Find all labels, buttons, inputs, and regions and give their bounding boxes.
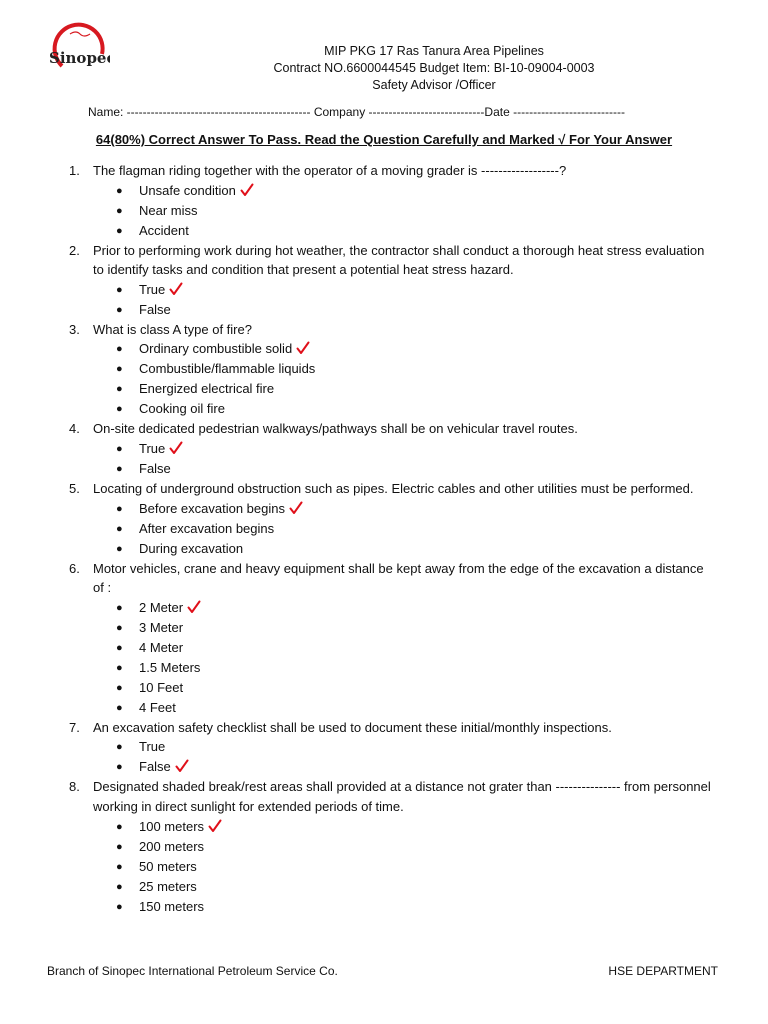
answer-option — [0, 459, 768, 479]
answer-option — [0, 857, 768, 877]
answer-option — [0, 638, 768, 658]
checkmark-icon — [175, 759, 189, 773]
answer-option-text: 25 meters — [139, 878, 197, 894]
header-contract: Contract NO.6600044545 Budget Item: BI-10-09004-0003 — [273, 61, 595, 75]
question-number: 3. — [69, 321, 80, 337]
answer-option — [0, 181, 768, 201]
question-4 — [0, 419, 768, 439]
question-3 — [0, 320, 768, 340]
bullet-icon: ● — [116, 363, 123, 376]
bullet-icon: ● — [116, 820, 123, 833]
answer-option — [0, 897, 768, 917]
answer-option-text: 100 meters — [139, 818, 205, 834]
bullet-icon: ● — [116, 542, 123, 555]
checkmark-icon — [289, 501, 303, 515]
question-number: 8. — [69, 779, 80, 795]
answer-option-text: True — [139, 440, 166, 456]
answer-option — [0, 678, 768, 698]
answer-option-text: 4 Feet — [139, 699, 176, 715]
answer-option — [0, 877, 768, 897]
answer-option-text: During excavation — [139, 540, 244, 556]
bullet-icon: ● — [116, 681, 123, 694]
answer-option — [0, 817, 768, 837]
bullet-icon: ● — [116, 522, 123, 535]
answer-option — [0, 201, 768, 221]
bullet-icon: ● — [116, 403, 123, 416]
question-number: 6. — [69, 560, 80, 576]
bullet-icon: ● — [116, 741, 123, 754]
answer-option-text: 150 meters — [139, 898, 205, 914]
checkmark-icon — [169, 441, 183, 455]
answer-option-text: False — [139, 460, 171, 476]
checkmark-icon — [208, 819, 222, 833]
answer-option — [0, 837, 768, 857]
question-5 — [0, 479, 768, 499]
bullet-icon: ● — [116, 641, 123, 654]
answer-option — [0, 618, 768, 638]
answer-option — [0, 519, 768, 539]
question-number: 5. — [69, 480, 80, 496]
answer-option-text: True — [139, 281, 166, 297]
name-company-date-line: Name: ---------------------------------------------- Company -----------------------------Date ---------------------------- — [88, 105, 625, 119]
answer-option — [0, 221, 768, 241]
answer-option — [0, 300, 768, 320]
pass-instruction: 64(80%) Correct Answer To Pass. Read the Question Carefully and Marked √ For Your Answer — [95, 132, 673, 147]
question-2 — [0, 241, 768, 280]
answer-option-text: Near miss — [139, 202, 198, 218]
bullet-icon: ● — [116, 502, 123, 515]
question-text: What is class A type of fire? — [93, 321, 252, 337]
svg-text:Sinopec: Sinopec — [49, 49, 110, 67]
question-list — [0, 161, 768, 917]
answer-option — [0, 499, 768, 519]
header-project: MIP PKG 17 Ras Tanura Area Pipelines — [324, 44, 544, 58]
answer-option-text: 200 meters — [139, 838, 205, 854]
bullet-icon: ● — [116, 661, 123, 674]
bullet-icon: ● — [116, 621, 123, 634]
bullet-icon: ● — [116, 840, 123, 853]
answer-option — [0, 339, 768, 359]
question-number: 7. — [69, 719, 80, 735]
answer-option — [0, 379, 768, 399]
answer-option-text: Combustible/flammable liquids — [139, 361, 316, 377]
footer-company: Branch of Sinopec International Petroleum Service Co. — [47, 964, 338, 978]
bullet-icon: ● — [116, 900, 123, 913]
answer-option — [0, 698, 768, 718]
bullet-icon: ● — [116, 880, 123, 893]
answer-option — [0, 539, 768, 559]
answer-option-text: 1.5 Meters — [139, 659, 201, 675]
answer-option — [0, 359, 768, 379]
question-7 — [0, 718, 768, 738]
answer-option-text: Before excavation begins — [139, 500, 285, 516]
question-text: An excavation safety checklist shall be used to document these initial/monthly inspections. — [93, 719, 612, 735]
question-text: Designated shaded break/rest areas shall provided at a distance not grater than --------------- from personnel working in direct sunlight for extended periods of time. — [93, 779, 711, 814]
bullet-icon: ● — [116, 761, 123, 774]
answer-option — [0, 598, 768, 618]
question-number: 4. — [69, 421, 80, 437]
answer-option-text: After excavation begins — [139, 520, 275, 536]
answer-option-text: 10 Feet — [139, 679, 184, 695]
answer-option-text: False — [139, 301, 171, 317]
question-6 — [0, 559, 768, 598]
answer-option-text: Unsafe condition — [139, 182, 236, 198]
sinopec-logo — [44, 20, 110, 72]
question-1 — [0, 161, 768, 181]
answer-option-text: 4 Meter — [139, 639, 184, 655]
answer-option-text: False — [139, 759, 171, 775]
question-8 — [0, 777, 768, 816]
bullet-icon: ● — [116, 442, 123, 455]
bullet-icon: ● — [116, 462, 123, 475]
answer-option-text: Accident — [139, 222, 189, 238]
answer-option-text: 3 Meter — [139, 619, 184, 635]
answer-option — [0, 399, 768, 419]
answer-option-text: 50 meters — [139, 858, 197, 874]
question-text: Locating of underground obstruction such as pipes. Electric cables and other utilities must be performed. — [93, 480, 694, 496]
checkmark-icon — [169, 282, 183, 296]
bullet-icon: ● — [116, 701, 123, 714]
answer-option — [0, 737, 768, 757]
header-role: Safety Advisor /Officer — [372, 78, 496, 92]
bullet-icon: ● — [116, 343, 123, 356]
answer-option-text: Energized electrical fire — [139, 381, 275, 397]
bullet-icon: ● — [116, 860, 123, 873]
bullet-icon: ● — [116, 204, 123, 217]
question-number: 2. — [69, 242, 80, 258]
answer-option-text: Cooking oil fire — [139, 401, 225, 417]
answer-option-text: 2 Meter — [139, 599, 184, 615]
bullet-icon: ● — [116, 383, 123, 396]
bullet-icon: ● — [116, 283, 123, 296]
question-text: Motor vehicles, crane and heavy equipment shall be kept away from the edge of the excavation a distance of : — [93, 560, 704, 596]
answer-option — [0, 757, 768, 777]
checkmark-icon — [240, 183, 254, 197]
bullet-icon: ● — [116, 184, 123, 197]
bullet-icon: ● — [116, 224, 123, 237]
question-number: 1. — [69, 163, 80, 178]
answer-option — [0, 439, 768, 459]
footer-department: HSE DEPARTMENT — [608, 964, 718, 978]
answer-option — [0, 280, 768, 300]
answer-option-text: True — [139, 739, 166, 755]
bullet-icon: ● — [116, 303, 123, 316]
answer-option — [0, 658, 768, 678]
bullet-icon: ● — [116, 601, 123, 614]
checkmark-icon — [296, 341, 310, 355]
question-text: The flagman riding together with the operator of a moving grader is ------------------? — [93, 163, 567, 178]
checkmark-icon — [187, 600, 201, 614]
question-text: On-site dedicated pedestrian walkways/pathways shall be on vehicular travel routes. — [93, 421, 578, 437]
answer-option-text: Ordinary combustible solid — [139, 341, 293, 357]
question-text: Prior to performing work during hot weather, the contractor shall conduct a thorough heat stress evaluation to identify tasks and condition that present a potential heat stress hazard. — [93, 242, 705, 278]
